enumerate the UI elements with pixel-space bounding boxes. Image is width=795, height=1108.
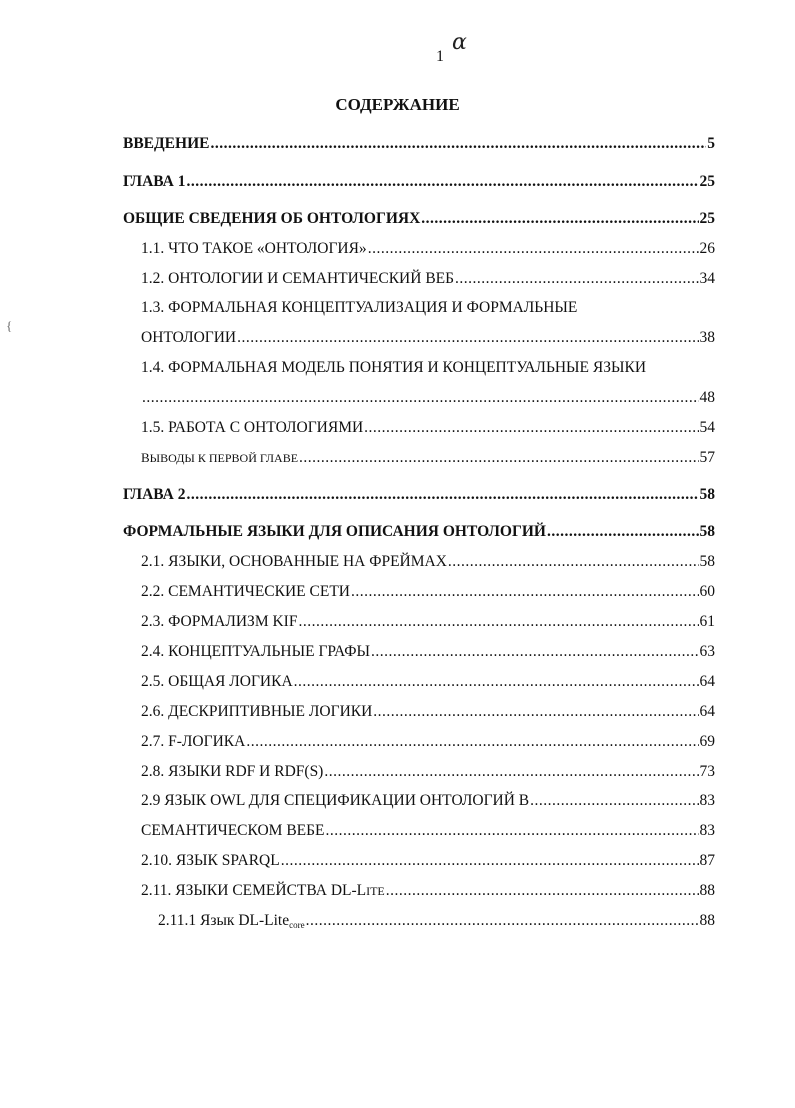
toc-entry-2-11-1[interactable] xyxy=(158,912,715,930)
toc-entry-label: 2.5. ОБЩАЯ ЛОГИКА xyxy=(141,673,293,690)
toc-entry-1-3-line-1[interactable]: 1.3. ФОРМАЛЬНАЯ КОНЦЕПТУАЛИЗАЦИЯ И ФОРМАЛЬНЫЕ xyxy=(141,299,578,316)
dot-leader xyxy=(281,852,699,870)
toc-title: СОДЕРЖАНИЕ xyxy=(335,95,460,114)
dot-leader xyxy=(351,583,699,601)
toc-entry-label: ГЛАВА 1 xyxy=(123,173,186,190)
dot-leader xyxy=(298,613,698,631)
page-number: 1 xyxy=(436,48,444,65)
toc-entry-page: 88 xyxy=(699,882,715,899)
toc-entry-label: СЕМАНТИЧЕСКОМ ВЕБЕ xyxy=(141,822,325,839)
label-main: 2.11. ЯЗЫКИ СЕМЕЙСТВА DL-L xyxy=(141,882,367,899)
toc-entry-page: 26 xyxy=(699,240,715,257)
toc-entry-2-10[interactable] xyxy=(141,852,715,870)
toc-entry-page: 25 xyxy=(699,210,715,227)
toc-entry-1-1[interactable] xyxy=(141,240,715,258)
toc-entry-label xyxy=(141,449,298,467)
toc-entry-page: 58 xyxy=(699,486,715,503)
toc-entry-label: ОБЩИЕ СВЕДЕНИЯ ОБ ОНТОЛОГИЯХ xyxy=(123,210,421,227)
label-smallcaps: ЫВОДЫ К ПЕРВОЙ ГЛАВЕ xyxy=(149,451,299,465)
toc-entry-page: 61 xyxy=(699,613,715,630)
dot-leader xyxy=(386,882,699,900)
toc-entry-label: ВВЕДЕНИЕ xyxy=(123,135,210,152)
toc-entry-page: 58 xyxy=(699,553,715,570)
toc-entry-1-3-line-2[interactable] xyxy=(141,329,715,347)
toc-entry-page: 63 xyxy=(699,643,715,660)
label-initial: В xyxy=(141,450,150,465)
dot-leader xyxy=(373,703,698,721)
toc-entry-label: 1.2. ОНТОЛОГИИ И СЕМАНТИЧЕСКИЙ ВЕБ xyxy=(141,270,455,287)
dot-leader xyxy=(246,733,698,751)
dot-leader xyxy=(186,173,698,191)
toc-entry-page: 58 xyxy=(699,523,715,540)
toc-entry-page: 38 xyxy=(699,329,715,346)
toc-entry-label: ГЛАВА 2 xyxy=(123,486,186,503)
toc-entry-2-9-line-2[interactable] xyxy=(141,822,715,840)
handwritten-mark: α xyxy=(452,30,467,55)
toc-entry-label xyxy=(158,912,305,930)
dot-leader xyxy=(455,270,698,288)
dot-leader xyxy=(210,135,706,153)
dot-leader xyxy=(421,210,698,228)
dot-leader xyxy=(142,389,699,407)
toc-entry-1-4-line-1[interactable]: 1.4. ФОРМАЛЬНАЯ МОДЕЛЬ ПОНЯТИЯ И КОНЦЕПТУАЛЬНЫЕ ЯЗЫКИ xyxy=(141,359,647,376)
toc-entry-2-8[interactable] xyxy=(141,763,715,781)
toc-entry-page: 25 xyxy=(699,173,715,190)
toc-entry-label: 2.2. СЕМАНТИЧЕСКИЕ СЕТИ xyxy=(141,583,350,600)
toc-entry-chapter-1-title[interactable] xyxy=(123,210,715,228)
toc-entry-2-7[interactable] xyxy=(141,733,715,751)
toc-entry-2-4[interactable] xyxy=(141,643,715,661)
margin-mark: { xyxy=(6,318,13,333)
toc-entry-2-2[interactable] xyxy=(141,583,715,601)
toc-entry-label: 1.5. РАБОТА С ОНТОЛОГИЯМИ xyxy=(141,419,364,436)
dot-leader xyxy=(326,822,699,840)
dot-leader xyxy=(547,523,699,541)
toc-entry-1-5[interactable] xyxy=(141,419,715,437)
dot-leader xyxy=(324,763,698,781)
toc-entry-page: 60 xyxy=(699,583,715,600)
toc-entry-2-5[interactable] xyxy=(141,673,715,691)
toc-entry-label: 1.1. ЧТО ТАКОЕ «ОНТОЛОГИЯ» xyxy=(141,240,367,257)
toc-entry-chapter-2[interactable] xyxy=(123,486,715,504)
dot-leader xyxy=(371,643,698,661)
toc-entry-2-9-line-1[interactable] xyxy=(141,792,715,810)
toc-entry-2-1[interactable] xyxy=(141,553,715,571)
toc-entry-introduction[interactable] xyxy=(123,135,715,153)
toc-entry-page: 54 xyxy=(699,419,715,436)
toc-entry-label xyxy=(141,882,385,900)
toc-entry-page: 88 xyxy=(699,912,715,929)
toc-entry-1-4-line-2[interactable] xyxy=(141,389,715,407)
dot-leader xyxy=(448,553,699,571)
toc-entry-label: ФОРМАЛЬНЫЕ ЯЗЫКИ ДЛЯ ОПИСАНИЯ ОНТОЛОГИЙ xyxy=(123,523,546,540)
toc-entry-2-3[interactable] xyxy=(141,613,715,631)
toc-entry-chapter-1[interactable] xyxy=(123,173,715,191)
toc-entry-label: 2.8. ЯЗЫКИ RDF И RDF(S) xyxy=(141,763,324,780)
toc-entry-label: 2.4. КОНЦЕПТУАЛЬНЫЕ ГРАФЫ xyxy=(141,643,371,660)
dot-leader xyxy=(530,792,698,810)
label-smallcaps: ITE xyxy=(366,884,385,898)
toc-entry-label: ОНТОЛОГИИ xyxy=(141,329,237,346)
label-main: 2.11.1 Язык DL-Lite xyxy=(158,912,290,929)
toc-entry-label: 2.9 ЯЗЫК OWL ДЛЯ СПЕЦИФИКАЦИИ ОНТОЛОГИЙ В xyxy=(141,792,530,809)
toc-entry-1-2[interactable] xyxy=(141,270,715,288)
toc-entry-page: 83 xyxy=(699,792,715,809)
dot-leader xyxy=(299,449,698,467)
dot-leader xyxy=(306,912,699,930)
dot-leader xyxy=(237,329,698,347)
dot-leader xyxy=(294,673,699,691)
toc-entry-conclusions-1[interactable] xyxy=(141,449,715,467)
dot-leader xyxy=(368,240,699,258)
toc-entry-label: 2.10. ЯЗЫК SPARQL xyxy=(141,852,280,869)
toc-entry-2-6[interactable] xyxy=(141,703,715,721)
toc-entry-2-11[interactable] xyxy=(141,882,715,900)
toc-entry-chapter-2-title[interactable] xyxy=(123,523,715,541)
toc-entry-page: 64 xyxy=(699,673,715,690)
label-subscript: core xyxy=(289,920,305,930)
toc-entry-page: 34 xyxy=(699,270,715,287)
toc-entry-page: 5 xyxy=(707,135,715,152)
toc-entry-label: 2.1. ЯЗЫКИ, ОСНОВАННЫЕ НА ФРЕЙМАХ xyxy=(141,553,447,570)
toc-entry-page: 69 xyxy=(699,733,715,750)
toc-entry-label: 2.7. F-ЛОГИКА xyxy=(141,733,246,750)
toc-entry-label: 2.3. ФОРМАЛИЗМ KIF xyxy=(141,613,298,630)
toc-entry-page: 57 xyxy=(699,449,715,466)
dot-leader xyxy=(364,419,698,437)
dot-leader xyxy=(186,486,698,504)
toc-entry-page: 87 xyxy=(699,852,715,869)
toc-entry-page: 64 xyxy=(699,703,715,720)
toc-entry-page: 83 xyxy=(699,822,715,839)
toc-entry-page: 73 xyxy=(699,763,715,780)
toc-entry-label: 2.6. ДЕСКРИПТИВНЫЕ ЛОГИКИ xyxy=(141,703,373,720)
toc-entry-page: 48 xyxy=(699,389,715,406)
